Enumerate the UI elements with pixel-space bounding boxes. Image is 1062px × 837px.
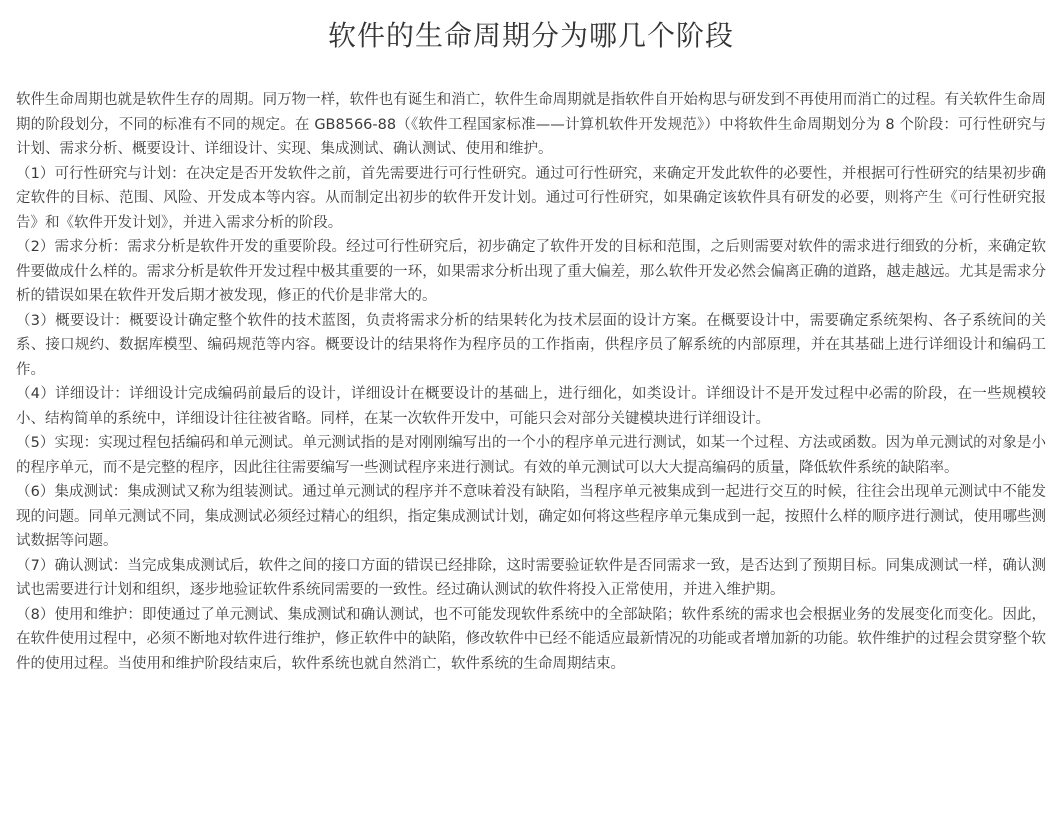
stage-paragraph-feasibility: （1）可行性研究与计划：在决定是否开发软件之前，首先需要进行可行性研究。通过可行性研究，来确定开发此软件的必要性，并根据可行性研究的结果初步确定软件的目标、范围、风险、开发成本等内容。从而制定出初步的软件开发计划。通过可行性研究，如果确定该软件具有研发的必要，则将产生《可行性研究报告》和《软件开发计划》，并进入需求分析的阶段。	[16, 165, 1046, 231]
page-title: 软件的生命周期分为哪几个阶段	[327, 19, 734, 52]
intro-paragraph: 软件生命周期也就是软件生存的周期。同万物一样，软件也有诞生和消亡，软件生命周期就是指软件自开始构思与研发到不再使用而消亡的过程。有关软件生命周期的阶段划分，不同的标准有不同的规定。在 GB8566-88（《软件工程国家标准——计算机软件开发规范》）中将软件生命周期划分为 8 个阶段：可行性研究与计划、需求分析、概要设计、详细设计、实现、集成测试、确认测试、使用和维护。	[16, 92, 1046, 157]
stage-paragraph-outline-design: （3）概要设计：概要设计确定整个软件的技术蓝图，负责将需求分析的结果转化为技术层面的设计方案。在概要设计中，需要确定系统架构、各子系统间的关系、接口规约、数据库模型、编码规范等内容。概要设计的结果将作为程序员的工作指南，供程序员了解系统的内部原理，并在其基础上进行详细设计和编码工作。	[16, 312, 1046, 378]
article-body	[16, 88, 1046, 676]
stage-paragraph-requirements: （2）需求分析：需求分析是软件开发的重要阶段。经过可行性研究后，初步确定了软件开发的目标和范围，之后则需要对软件的需求进行细致的分析，来确定软件要做成什么样的。需求分析是软件开发过程中极其重要的一环，如果需求分析出现了重大偏差，那么软件开发必然会偏离正确的道路，越走越远。尤其是需求分析的错误如果在软件开发后期才被发现，修正的代价是非常大的。	[16, 239, 1046, 304]
stage-paragraph-detailed-design: （4）详细设计：详细设计完成编码前最后的设计，详细设计在概要设计的基础上，进行细化，如类设计。详细设计不是开发过程中必需的阶段，在一些规模较小、结构简单的系统中，详细设计往往被省略。同样，在某一次软件开发中，可能只会对部分关键模块进行详细设计。	[16, 386, 1046, 427]
stage-paragraph-acceptance-test: （7）确认测试：当完成集成测试后，软件之间的接口方面的错误已经排除，这时需要验证软件是否同需求一致，是否达到了预期目标。同集成测试一样，确认测试也需要进行计划和组织，逐步地验证软件系统同需要的一致性。经过确认测试的软件将投入正常使用，并进入维护期。	[16, 557, 1046, 598]
stage-paragraph-integration-test: （6）集成测试：集成测试又称为组装测试。通过单元测试的程序并不意味着没有缺陷，当程序单元被集成到一起进行交互的时候，往往会出现单元测试中不能发现的问题。同单元测试不同，集成测试必须经过精心的组织，指定集成测试计划，确定如何将这些程序单元集成到一起，按照什么样的顺序进行测试，使用哪些测试数据等问题。	[16, 484, 1046, 549]
stage-paragraph-implementation: （5）实现：实现过程包括编码和单元测试。单元测试指的是对刚刚编写出的一个小的程序单元进行测试，如某一个过程、方法或函数。因为单元测试的对象是小的程序单元，而不是完整的程序，因此往往需要编写一些测试程序来进行测试。有效的单元测试可以大大提高编码的质量，降低软件系统的缺陷率。	[16, 435, 1046, 476]
stage-paragraph-maintenance: （8）使用和维护：即使通过了单元测试、集成测试和确认测试，也不可能发现软件系统中的全部缺陷；软件系统的需求也会根据业务的发展变化而变化。因此，在软件使用过程中，必须不断地对软件进行维护，修正软件中的缺陷，修改软件中已经不能适应最新情况的功能或者增加新的功能。软件维护的过程会贯穿整个软件的使用过程。当使用和维护阶段结束后，软件系统也就自然消亡，软件系统的生命周期结束。	[16, 606, 1046, 672]
